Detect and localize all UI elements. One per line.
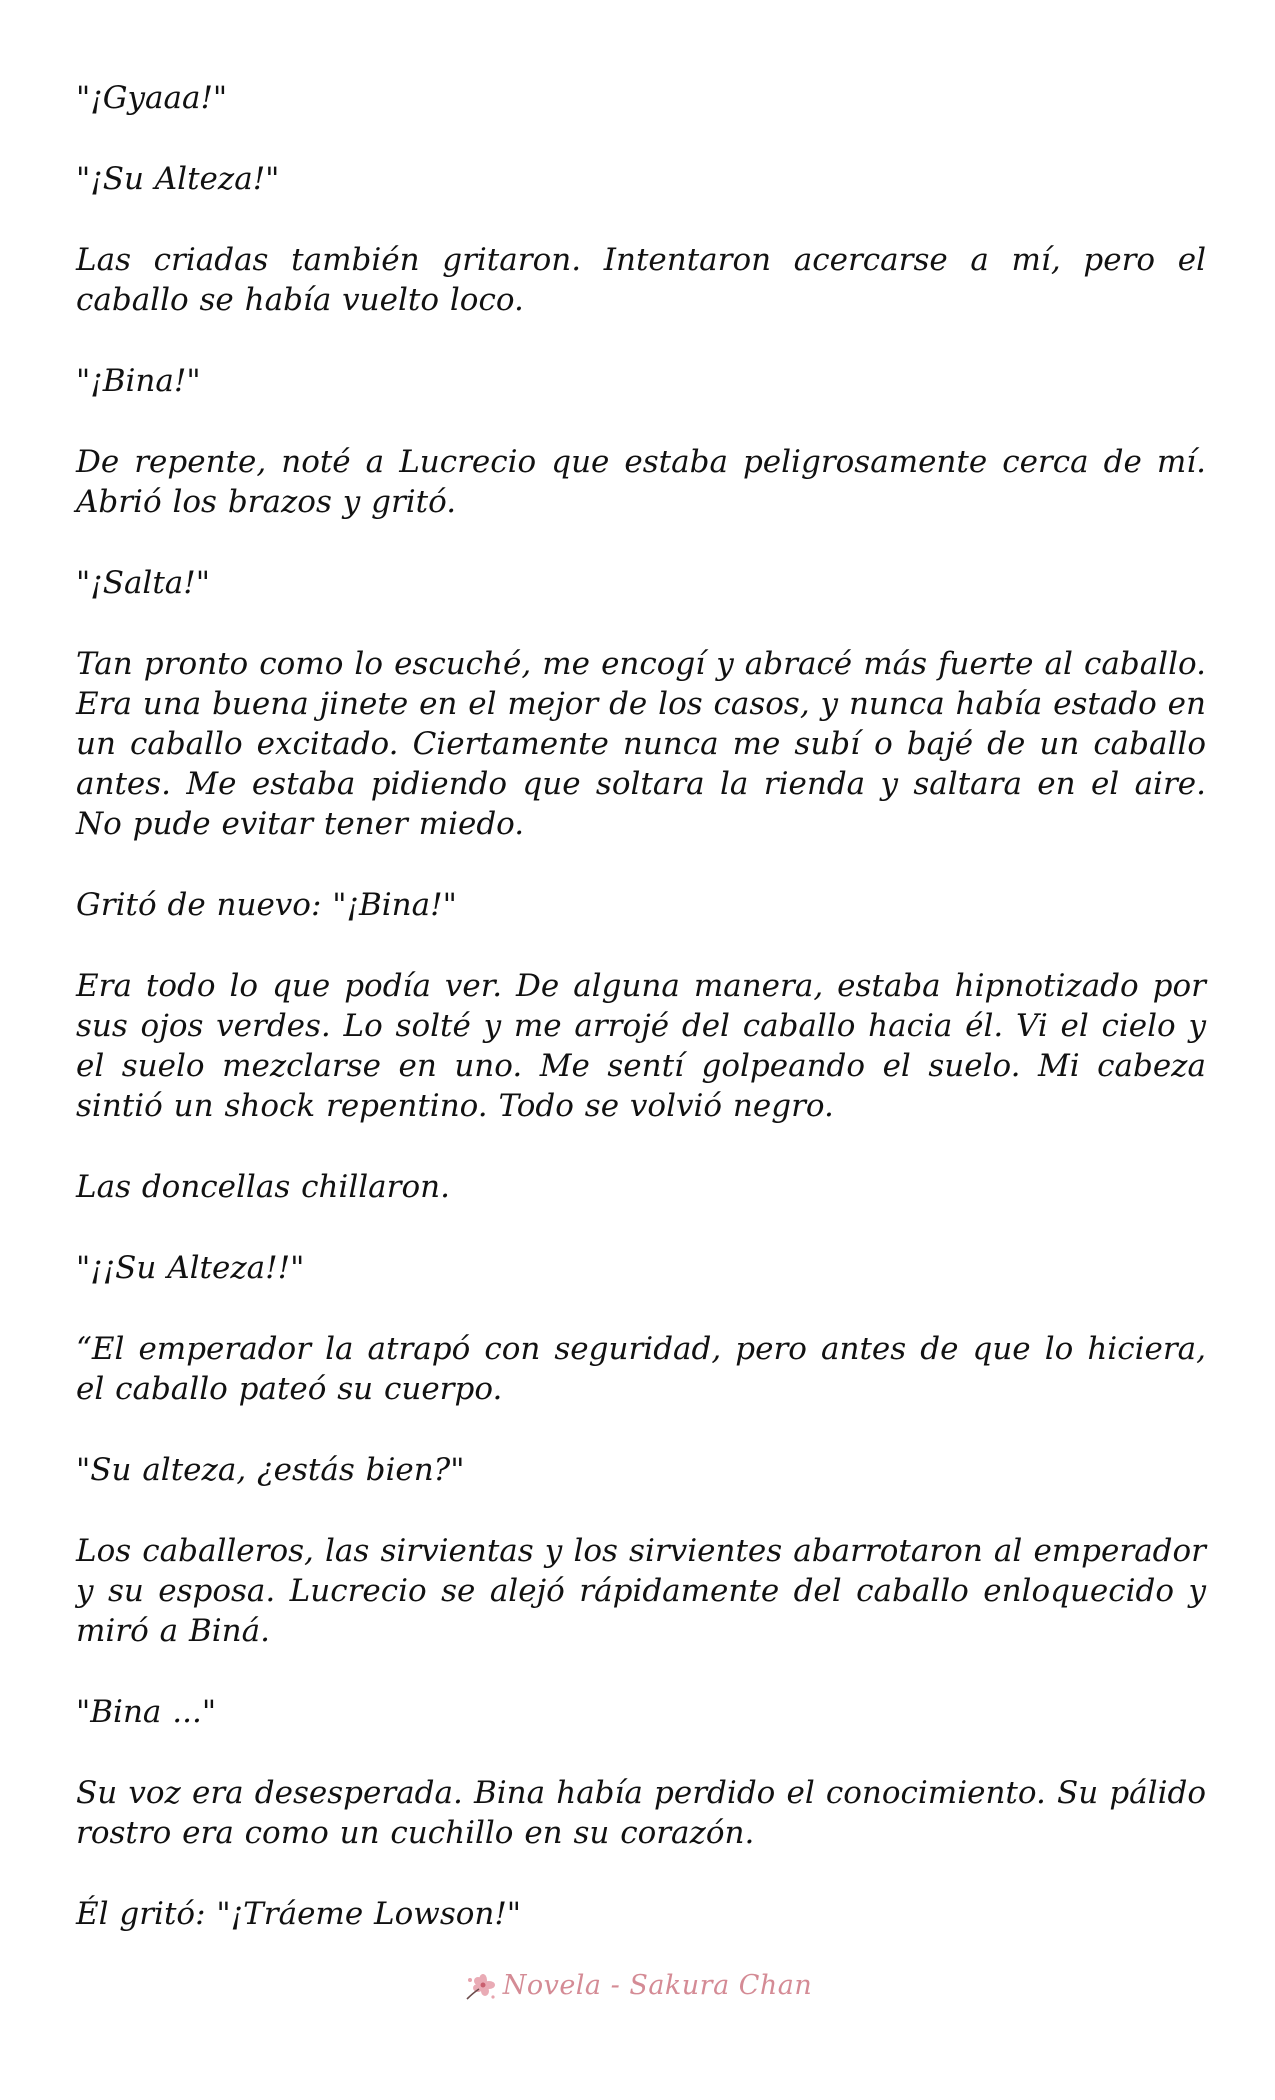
paragraph: "¡¡Su Alteza!!" <box>76 1250 305 1286</box>
paragraph: Tan pronto como lo escuché, me encogí y abracé más fuerte al caballo. Era una buena jinete en el mejor de los casos, y nunca había estado en un caballo excitado. Ciertamente nunca me subí o bajé de un caballo antes. Me estaba pidiendo que soltara la rienda y saltara en el aire. No pude evitar tener miedo. <box>76 646 1206 842</box>
paragraph: Las criadas también gritaron. Intentaron acercarse a mí, pero el caballo se había vuelto loco. <box>76 242 1206 318</box>
paragraph: De repente, noté a Lucrecio que estaba peligrosamente cerca de mí. Abrió los brazos y gritó. <box>76 444 1206 520</box>
sakura-flower-icon <box>463 1971 497 2001</box>
footer-text: Novela - Sakura Chan <box>502 1970 813 2001</box>
paragraph: "¡Bina!" <box>76 363 201 399</box>
paragraph: "¡Su Alteza!" <box>76 161 280 197</box>
paragraph: Él gritó: "¡Tráeme Lowson!" <box>76 1896 522 1932</box>
footer-watermark-inner <box>463 1970 813 2001</box>
paragraph: "¡Salta!" <box>76 565 211 601</box>
footer-watermark <box>0 1970 1275 2006</box>
paragraph: Su voz era desesperada. Bina había perdido el conocimiento. Su pálido rostro era como un cuchillo en su corazón. <box>76 1775 1206 1851</box>
paragraph: “El emperador la atrapó con seguridad, pero antes de que lo hiciera, el caballo pateó su cuerpo. <box>76 1331 1206 1407</box>
paragraph: Los caballeros, las sirvientas y los sirvientes abarrotaron al emperador y su esposa. Lucrecio se alejó rápidamente del caballo enloquecido y miró a Biná. <box>76 1533 1206 1649</box>
document-body <box>76 78 1206 1975</box>
paragraph: "Bina ..." <box>76 1694 217 1730</box>
paragraph: Gritó de nuevo: "¡Bina!" <box>76 887 457 923</box>
paragraph: Era todo lo que podía ver. De alguna manera, estaba hipnotizado por sus ojos verdes. Lo solté y me arrojé del caballo hacia él. Vi el cielo y el suelo mezclarse en uno. Me sentí golpeando el suelo. Mi cabeza sintió un shock repentino. Todo se volvió negro. <box>76 968 1206 1124</box>
paragraph: "¡Gyaaa!" <box>76 80 228 116</box>
paragraph: "Su alteza, ¿estás bien?" <box>76 1452 465 1488</box>
paragraph: Las doncellas chillaron. <box>76 1169 450 1205</box>
